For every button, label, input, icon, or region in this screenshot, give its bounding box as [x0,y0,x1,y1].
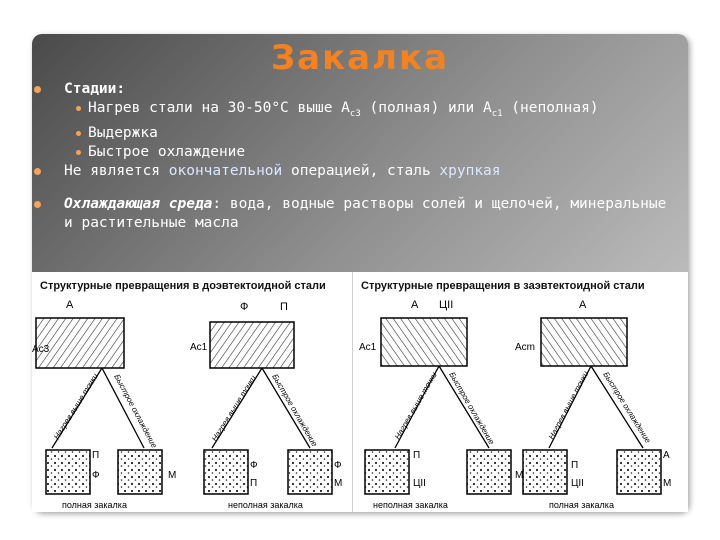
diagram-right-caption: Структурные превращения в заэвтектоидной стали [361,280,645,292]
structure-full-quench-a [46,450,90,494]
label-A-r-bottom: А [663,450,670,461]
bullet-dot-icon [34,168,41,175]
bullet-dot-icon [34,201,41,208]
sub-bullet-dot-icon [76,131,81,136]
structure-partial-quench-r-m [467,450,511,494]
sub-bullet-cooling [30,143,680,162]
sub-bullet-dot-icon [76,150,81,155]
stage-1-sub-c1: c1 [491,108,503,119]
bullet-list [30,80,680,233]
note-part-1: Не является [64,162,169,179]
caption-full-quench-right: полная закалка [549,500,614,510]
label-heat-r2: Нагрев выше точки [546,369,591,441]
label-A-r2: А [579,299,587,311]
label-F-bottom-1: Ф [92,470,100,481]
label-M-r2: М [663,478,671,489]
label-A-r1: А [411,299,419,311]
ferrite-pearlite-structure [210,322,294,368]
note-part-3: операцией, сталь [282,162,440,179]
austenite-cementite-structure [381,318,467,366]
stage-3-text: Быстрое охлаждение [88,143,246,160]
diagram-left-figure [32,272,350,512]
stage-1-text-a: Нагрев стали на 30-50°С выше А [88,100,350,116]
label-cool-r1: Быстрое охлаждение [447,370,497,447]
label-heat-1: Нагрев выше точки [52,371,100,442]
label-F-bottom-2: Ф [250,460,258,471]
note-keyword-final: окончательной [168,162,283,179]
label-A: А [66,299,74,311]
label-P-bottom-1: П [92,450,100,461]
stage-1-text-c: (неполная) [502,100,599,116]
bullet-stages [30,80,680,99]
label-CII-r1: ЦII [439,299,454,311]
label-cool-r2: Быстрое охлаждение [601,370,653,445]
bullet-medium [30,195,680,233]
label-Ac1-r: Ас1 [359,342,377,353]
label-Ac1: Ас1 [190,342,208,353]
label-F-bottom-3: Ф [334,460,342,471]
label-M-r1: М [515,470,524,481]
bullet-note [30,162,680,181]
diagram-right-figure [353,272,671,512]
structure-partial-quench-r-a [365,450,409,494]
label-cool-2: Быстрое охлаждение [270,372,320,449]
stage-1-text-b: (полная) или А [360,100,492,116]
structure-full-quench-r-a [523,450,567,494]
label-cool-1: Быстрое охлаждение [112,372,159,450]
stage-2-text: Выдержка [88,124,158,141]
stage-1-sub-c3: c3 [349,108,361,119]
medium-text: : вода, водные растворы солей и щелочей, минеральные и растительные масла [64,195,667,231]
medium-label: Охлаждающая среда [64,195,213,212]
label-Acm: Асm [515,342,535,353]
structure-full-quench-r-m [617,450,661,494]
diagram-hypereutectoid [352,272,671,512]
label-Ac3: Ас3 [32,344,50,355]
structure-partial-quench-b [288,450,332,494]
structure-partial-quench-a [204,450,248,494]
austenite-structure-1 [36,318,124,368]
label-CII-r-bottom-2: ЦII [571,478,584,489]
caption-partial-quench-left: неполная закалка [228,500,303,510]
slide-title: Закалка [270,38,450,78]
sub-bullet-holding [30,124,680,143]
label-F: Ф [240,301,249,313]
caption-partial-quench-right: неполная закалка [373,500,448,510]
caption-full-quench-left: полная закалка [62,500,127,510]
label-M-2: М [334,478,343,489]
label-heat-2: Нагрев выше точки [210,373,258,444]
bullet-dot-icon [34,86,41,93]
austenite-structure-2 [541,318,627,366]
label-P-r-bottom: П [413,450,421,461]
label-heat-r1: Нагрев выше точки [392,370,439,441]
label-CII-r-bottom: ЦII [413,478,426,489]
label-M-1: М [168,470,177,481]
diagram-hypoeutectoid [32,272,350,512]
diagram-panel [32,272,688,512]
diagram-left-caption: Структурные превращения в доэвтектоидной стали [40,280,326,292]
structure-full-quench-m [118,450,162,494]
note-keyword-brittle: хрупкая [439,162,501,179]
label-P: П [280,301,288,313]
label-P-bottom-2: П [250,478,258,489]
sub-bullet-heating [30,99,680,124]
stages-label: Стадии: [64,81,126,97]
sub-bullet-dot-icon [76,106,81,111]
label-P-r-bottom-2: П [571,460,579,471]
